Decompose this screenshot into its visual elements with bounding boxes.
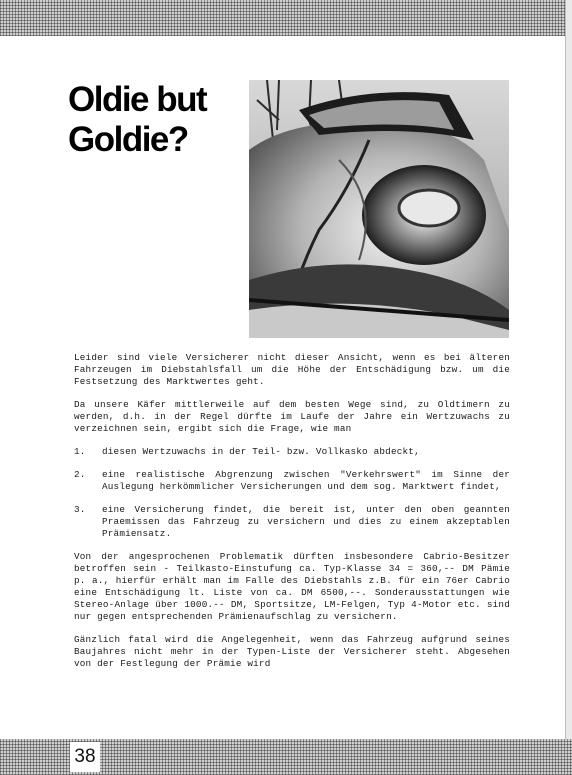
headline-line-2: Goldie? — [68, 120, 188, 159]
list-item-number: 1. — [74, 446, 86, 457]
list-item-number: 3. — [74, 504, 86, 515]
list-item-text: diesen Wertzuwachs in der Teil- bzw. Vollkasko abdeckt, — [102, 446, 420, 457]
paragraph-2: Da unsere Käfer mittlerweile auf dem besten Wege sind, zu Oldtimern zu werden, d.h. in der Regel dürfte im Laufe der Jahre ein Wertzuwachs zu verzeichnen sein, ergibt sich die Frage, wie man — [74, 399, 510, 434]
top-halftone-band — [0, 0, 572, 36]
paragraph-1: Leider sind viele Versicherer nicht dieser Ansicht, wenn es bei älteren Fahrzeugen im Diebstahlsfall um die Höhe der Entschädigung bzw. um die Festsetzung des Marktwertes geht. — [74, 352, 510, 387]
list-item — [74, 446, 510, 458]
page-edge — [565, 0, 572, 775]
paragraph-4: Gänzlich fatal wird die Angelegenheit, wenn das Fahrzeug aufgrund seines Baujahres nicht mehr in der Typen-Liste der Versicherer steht. Abgesehen von der Festlegung der Prämie wird — [74, 634, 510, 669]
headline-line-1: Oldie but — [68, 80, 207, 119]
list-item-text: eine realistische Abgrenzung zwischen "Verkehrswert" im Sinne der Auslegung herkömmlicher Versicherungen und dem sog. Marktwert findet, — [102, 469, 510, 492]
wrecked-car-photo — [249, 80, 509, 338]
list-item-text: eine Versicherung findet, die bereit ist, unter den oben geannten Praemissen das Fahrzeug zu versichern und dies zu einem akzeptablen Prämiensatz. — [102, 504, 510, 539]
page-number: 38 — [70, 742, 100, 772]
paragraph-3: Von der angesprochenen Problematik dürften insbesondere Cabrio-Besitzer betroffen sein - Teilkasto-Einstufung ca. Typ-Klasse 34 = 360,-- DM Pämie p. a., hierfür erhält man im Falle des Diebstahls z.B. für ein 76er Cabrio eine Entschädigung lt. Liste von ca. DM 6500,--. Sonderausstattungen wie Stereo-Anlage über 1000.-- DM, Sportsitze, LM-Felgen, Typ 4-Motor etc. sind nur gegen entsprechenden Prämienaufschlag zu versichern. — [74, 551, 510, 622]
list-item — [74, 504, 510, 540]
list-item-number: 2. — [74, 469, 86, 480]
list-item — [74, 469, 510, 493]
headline — [68, 80, 243, 160]
article-body — [74, 352, 510, 670]
